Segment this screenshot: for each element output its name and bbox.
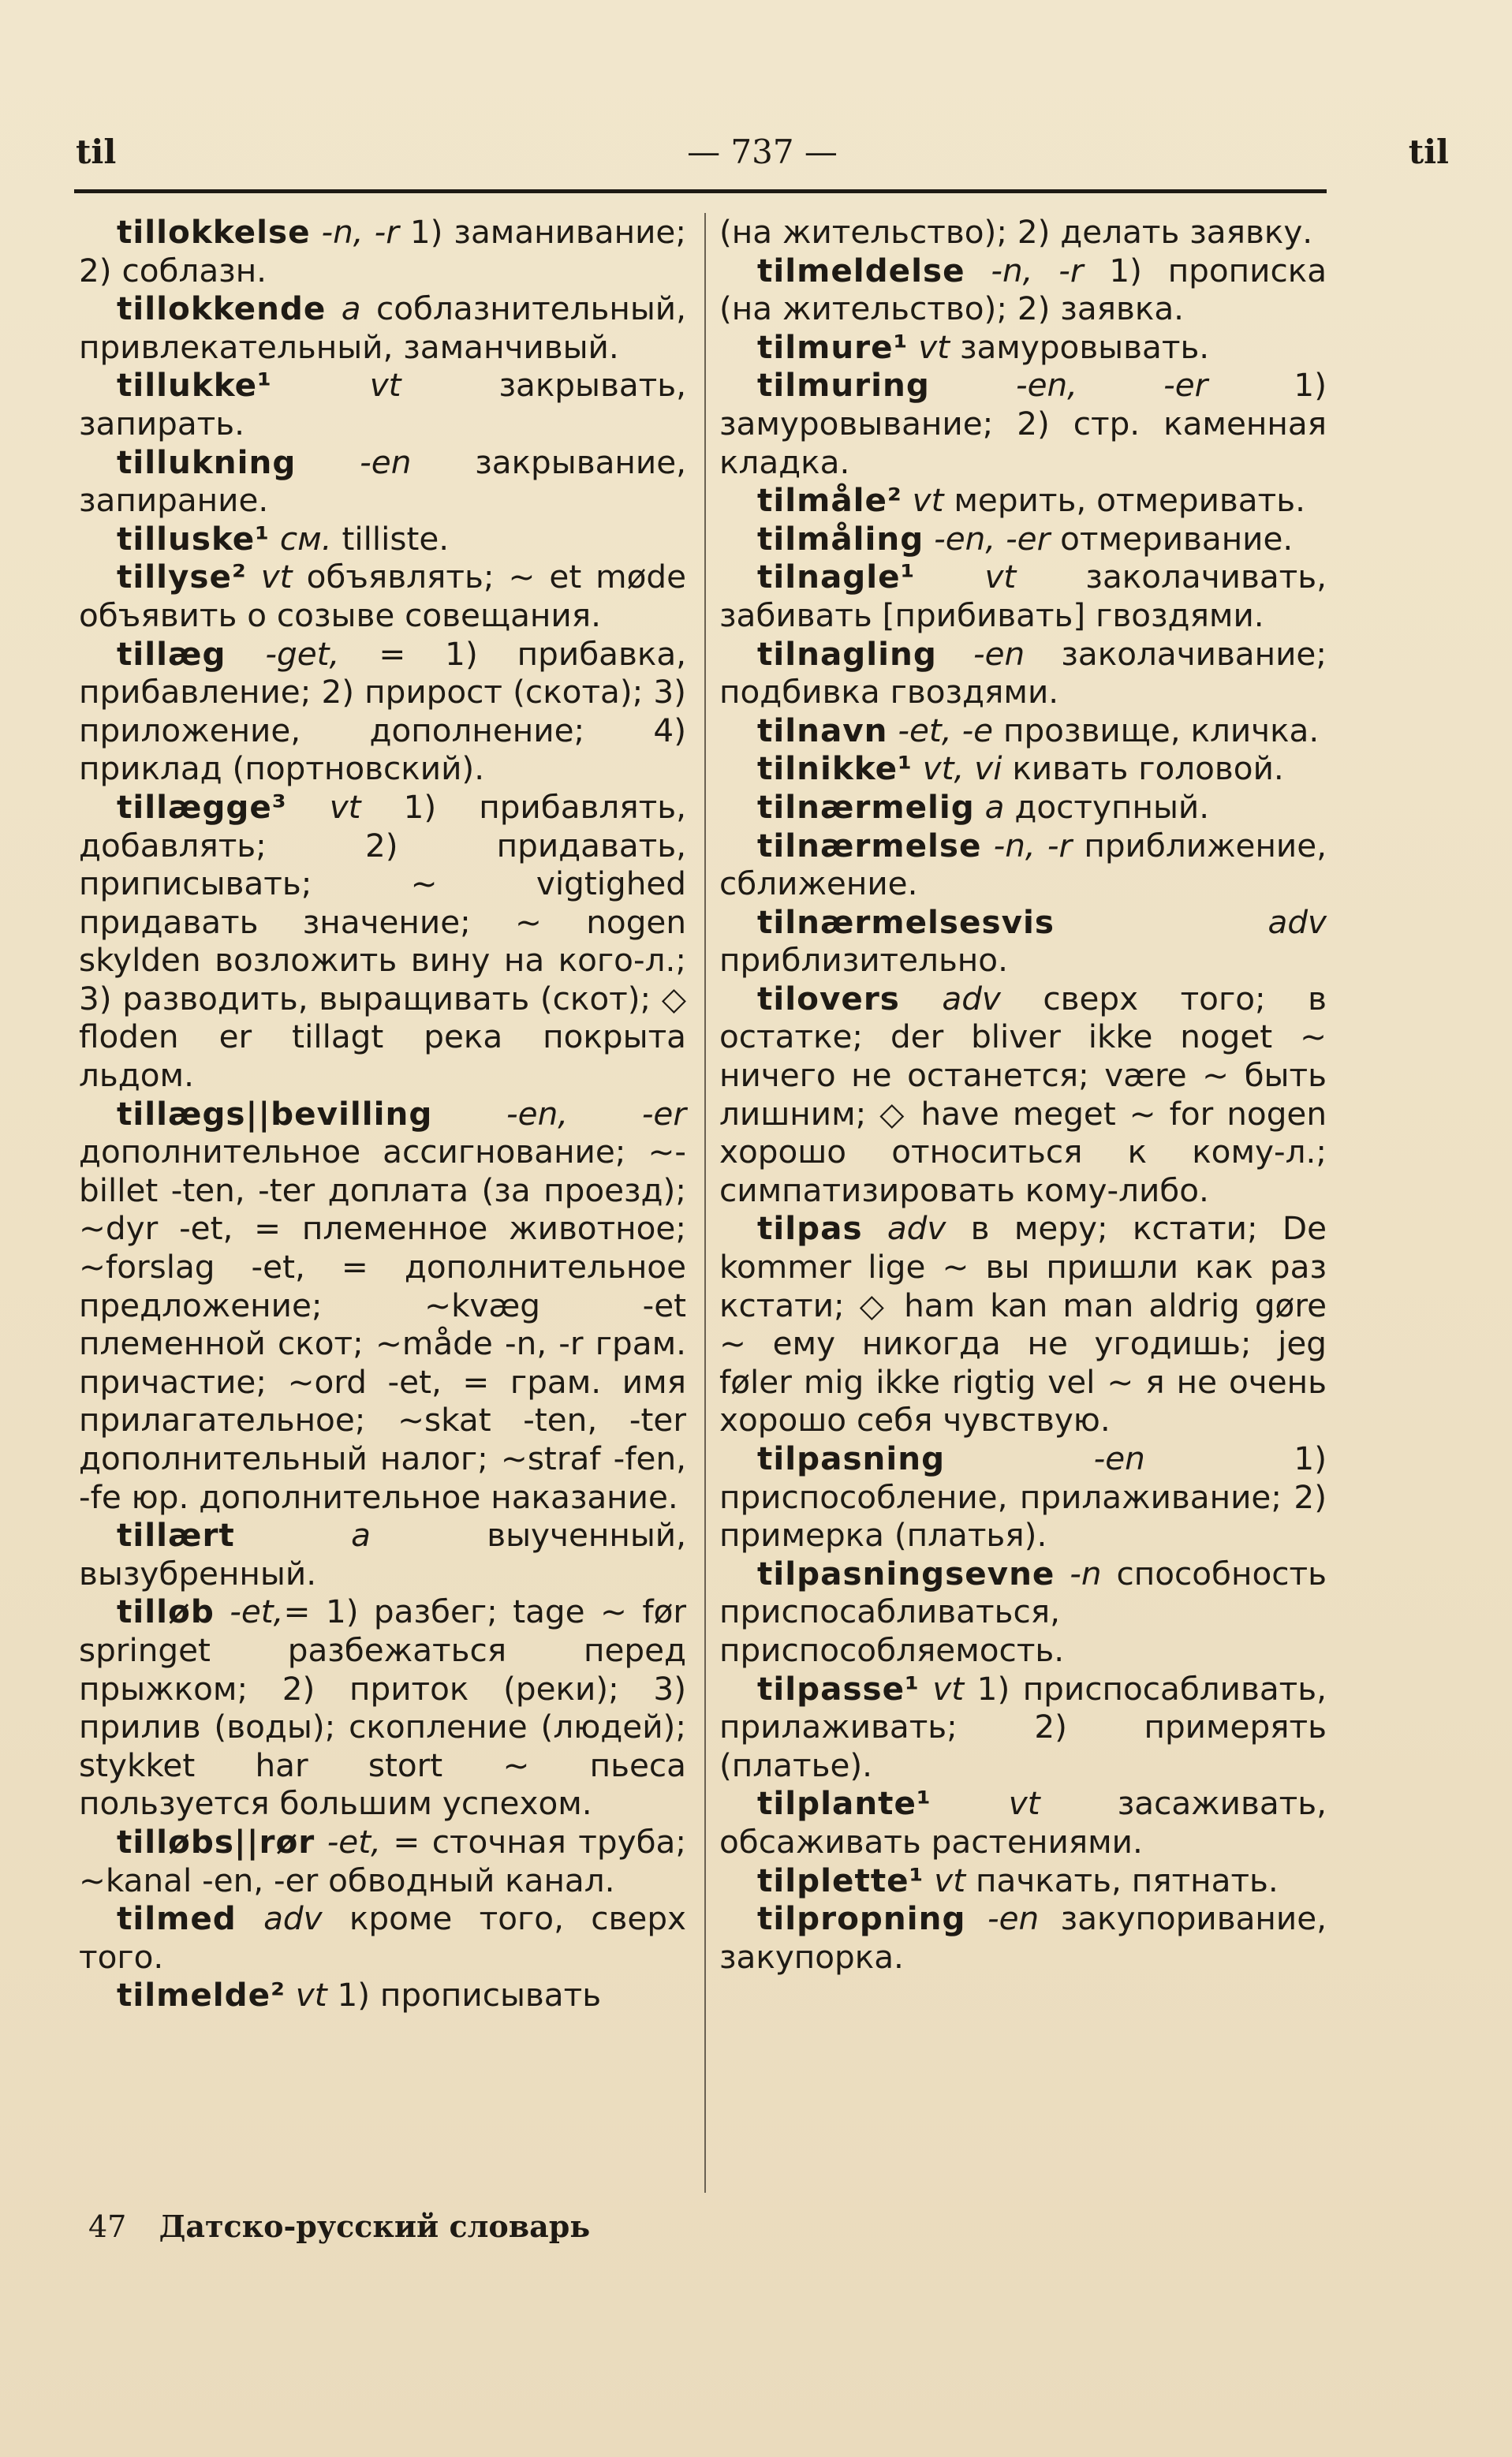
entry-grammar: -en, -er: [934, 519, 1051, 558]
dictionary-entry: [79, 788, 686, 1095]
entry-headword: tilpasse¹: [757, 1669, 920, 1708]
entry-grammar: vt: [329, 787, 361, 826]
dictionary-entry: [719, 1899, 1327, 1976]
running-head-left: til: [76, 133, 117, 171]
left-column: [79, 213, 686, 2015]
entry-headword: tillægs||bevilling: [117, 1094, 433, 1133]
dictionary-entry: [719, 749, 1327, 788]
entry-definition: 1) прописка (на жительство); 2) заявка.: [719, 251, 1327, 328]
entry-headword: tilovers: [757, 979, 900, 1018]
entry-headword: tilpasning: [757, 1439, 946, 1477]
dictionary-entry: [719, 788, 1327, 827]
entry-headword: tillokkende: [117, 289, 327, 328]
entry-headword: tilpropning: [757, 1899, 966, 1938]
entry-definition: кроме того, сверх того.: [79, 1899, 686, 1976]
dictionary-entry: [719, 366, 1327, 481]
entry-grammar: adv: [263, 1899, 323, 1938]
dictionary-entry: [719, 558, 1327, 634]
entry-headword: tilplette¹: [757, 1861, 924, 1899]
dictionary-entry: [719, 328, 1327, 367]
dictionary-entry: [719, 1555, 1327, 1670]
entry-headword: tilløbs||rør: [117, 1822, 315, 1861]
page-footer: [88, 2209, 590, 2244]
entry-definition: = сточная труба; ~kanal -en, -er обводный канал.: [79, 1822, 687, 1899]
entry-headword: tilluske¹: [117, 519, 270, 558]
entry-grammar: vt: [1008, 1784, 1040, 1823]
dictionary-entry: [79, 443, 686, 520]
entry-grammar: -n, -r: [321, 213, 399, 251]
signature-number: 47: [88, 2209, 127, 2244]
entry-grammar: a: [984, 787, 1005, 826]
entry-definition: 1) заманивание; 2) соблазн.: [79, 213, 686, 289]
entry-definition: способность приспосабливаться, приспособляемость.: [719, 1554, 1327, 1669]
entry-grammar: vt: [932, 1669, 965, 1708]
dictionary-entry: [79, 1823, 686, 1899]
entry-headword: tillokkelse: [117, 213, 311, 251]
entry-definition: мерить, отмеривать.: [954, 481, 1305, 520]
dictionary-entry: [79, 1516, 686, 1593]
entry-definition: = 1) прибавка, прибавление; 2) прирост (скота); 3) приложение, дополнение; 4) приклад (портновский).: [79, 634, 687, 788]
entry-definition: (на жительство); 2) делать заявку.: [719, 213, 1313, 251]
entry-headword: tillyse²: [117, 558, 247, 596]
entry-definition: замуровывать.: [959, 327, 1210, 366]
entry-grammar: adv: [1267, 902, 1327, 941]
column-divider: [704, 213, 706, 2193]
entry-headword: tillært: [117, 1516, 235, 1555]
dictionary-entry: [79, 366, 686, 442]
entry-headword: tilmelde²: [117, 1976, 286, 2015]
entry-definition: доступный.: [1014, 787, 1210, 826]
entry-headword: tillukke¹: [117, 366, 272, 405]
dictionary-entry: [719, 252, 1327, 328]
entry-grammar: vt: [984, 558, 1017, 596]
entry-grammar: -et,: [327, 1822, 381, 1861]
entry-definition: прозвище, кличка.: [1002, 711, 1320, 749]
entry-grammar: -en: [987, 1899, 1040, 1938]
entry-headword: tilpasningsevne: [757, 1554, 1055, 1593]
entry-headword: tilpas: [757, 1209, 863, 1248]
entry-headword: tilløb: [117, 1593, 215, 1631]
dictionary-entry: [719, 1209, 1327, 1439]
entry-definition: 1) разбег; tage ~ før springet разбежаться перед прыжком; 2) приток (реки); 3) прилив (воды); скопление (людей); stykket har stort ~ пьеса пользуется большим успехом.: [79, 1593, 687, 1823]
entry-headword: tilnikke¹: [757, 749, 913, 788]
entry-definition: отмеривание.: [1060, 519, 1294, 558]
dictionary-entry: [79, 1976, 686, 2015]
dictionary-entry: [719, 1861, 1327, 1900]
entry-grammar: -get,: [265, 634, 340, 673]
entry-definition: 1) замуровывание; 2) стр. каменная кладка.: [719, 366, 1327, 481]
dictionary-entry: [719, 1784, 1327, 1861]
entry-grammar: vt: [912, 481, 944, 520]
entry-definition: сверх того; в остатке; der bliver ikke noget ~ ничего не останется; være ~ быть лишним; ◇ have meget ~ for nogen хорошо относиться к кому-л.; симпатизировать кому-либо.: [719, 979, 1327, 1209]
entry-grammar: adv: [942, 979, 1001, 1018]
entry-definition: кивать головой.: [1012, 749, 1284, 788]
entry-headword: tilmåling: [757, 519, 924, 558]
entry-definition: в меру; кстати; De kommer lige ~ вы пришли как раз кстати; ◇ ham kan man aldrig gøre ~ ему никогда не угодишь; jeg føler mig ikke rigtig vel ~ я не очень хорошо себя чувствую.: [719, 1209, 1327, 1439]
running-head-right: til: [1408, 133, 1449, 171]
dictionary-entry: [79, 1095, 686, 1517]
entry-grammar: см.: [279, 519, 332, 558]
dictionary-entry: [79, 1899, 686, 1976]
dictionary-entry: [79, 558, 686, 634]
entry-grammar: a: [351, 1516, 371, 1555]
entry-definition: закрывание, запирание.: [79, 442, 687, 520]
dictionary-entry: [719, 827, 1327, 903]
entry-definition: 1) прописывать: [337, 1976, 602, 2015]
dictionary-entry: [79, 1593, 686, 1823]
page-number: — 737 —: [687, 133, 838, 171]
entry-grammar: vt: [369, 366, 401, 405]
dictionary-entry: [719, 635, 1327, 711]
entry-headword: tillukning: [117, 442, 297, 481]
entry-definition: приблизительно.: [719, 941, 1008, 980]
entry-headword: tilnærmelse: [757, 826, 982, 864]
entry-definition: tilliste.: [342, 519, 450, 558]
entry-grammar: -en, -er: [1015, 366, 1208, 405]
entry-grammar: -en: [1093, 1439, 1145, 1477]
entry-definition: засаживать, обсаживать растениями.: [719, 1784, 1327, 1861]
entry-definition: 1) прибавлять, добавлять; 2) придавать, приписывать; ~ vigtighed придавать значение; ~ nogen skylden возложить вину на кого-л.; 3) разводить, выращивать (скот); ◇ floden er tillagt река покрыта льдом.: [79, 787, 687, 1095]
entry-headword: tilmed: [117, 1899, 237, 1938]
entry-definition: закрывать, запирать.: [79, 366, 686, 442]
entry-grammar: vt: [260, 558, 293, 596]
entry-grammar: a: [341, 289, 361, 328]
dictionary-entry: [719, 903, 1327, 980]
right-column: [719, 213, 1327, 1976]
entry-headword: tilmeldelse: [757, 251, 965, 289]
entry-grammar: vt: [934, 1861, 966, 1899]
entry-definition: закупоривание, закупорка.: [719, 1899, 1327, 1976]
dictionary-entry: [719, 520, 1327, 558]
entry-grammar: vt, vi: [922, 749, 1002, 788]
dictionary-entry: [719, 711, 1327, 750]
dictionary-entry: [719, 481, 1327, 520]
entry-headword: tilmuring: [757, 366, 930, 405]
dictionary-entry: [719, 1439, 1327, 1555]
dictionary-entry: [719, 980, 1327, 1210]
book-title: Датско-русский словарь: [159, 2209, 591, 2244]
dictionary-entry: [719, 1670, 1327, 1785]
entry-grammar: vt: [295, 1976, 327, 2015]
entry-grammar: -et,=: [230, 1593, 311, 1631]
entry-grammar: -en: [360, 442, 412, 481]
entry-definition: заколачивание; подбивка гвоздями.: [719, 634, 1327, 711]
entry-definition: соблазнительный, привлекательный, заманчивый.: [79, 289, 686, 366]
entry-headword: tilnavn: [757, 711, 888, 749]
entry-headword: tilnagle¹: [757, 558, 916, 596]
dictionary-entry: [719, 213, 1327, 252]
entry-grammar: -en, -er: [506, 1094, 686, 1133]
entry-grammar: -en: [973, 634, 1025, 673]
dictionary-entry: [79, 289, 686, 366]
entry-headword: tilnagling: [757, 634, 937, 673]
entry-definition: пачкать, пятнать.: [976, 1861, 1279, 1899]
entry-grammar: -n: [1070, 1554, 1102, 1593]
entry-definition: объявлять; ~ et møde объявить о созыве совещания.: [79, 558, 687, 634]
entry-definition: приближение, сближение.: [719, 826, 1327, 903]
entry-headword: tilnærmelig: [757, 787, 975, 826]
entry-definition: выученный, вызубренный.: [79, 1516, 686, 1593]
entry-headword: tilnærmelsesvis: [757, 902, 1055, 941]
header-rule: [74, 189, 1327, 193]
entry-headword: tilmure¹: [757, 327, 909, 366]
entry-definition: 1) приспособление, прилаживание; 2) примерка (платья).: [719, 1439, 1327, 1555]
entry-grammar: -et, -e: [898, 711, 994, 749]
entry-headword: tilplante¹: [757, 1784, 931, 1823]
entry-headword: tillægge³: [117, 787, 287, 826]
dictionary-entry: [79, 520, 686, 558]
entry-headword: tillæg: [117, 634, 226, 673]
dictionary-entry: [79, 635, 686, 788]
entry-definition: дополнительное ассигнование; ~-billet -ten, -ter доплата (за проезд); ~dyr -et, = племенное животное; ~forslag -et, = дополнительное предложение; ~kvæg -et племенной скот; ~måde -n, -r грам. причастие; ~ord -et, = грам. имя прилагательное; ~skat -ten, -ter дополнительный налог; ~straf -fen, -fe юр. дополнительное наказание.: [79, 1133, 686, 1516]
entry-grammar: adv: [887, 1209, 946, 1248]
entry-headword: tilmåle²: [757, 481, 902, 520]
entry-grammar: -n, -r: [991, 251, 1084, 289]
entry-grammar: vt: [918, 327, 950, 366]
entry-grammar: -n, -r: [993, 826, 1073, 864]
entry-definition: 1) приспосабливать, прилаживать; 2) примерять (платье).: [719, 1669, 1327, 1784]
page-header: [76, 133, 1449, 180]
dictionary-entry: [79, 213, 686, 289]
entry-definition: заколачивать, забивать [прибивать] гвоздями.: [719, 558, 1327, 634]
